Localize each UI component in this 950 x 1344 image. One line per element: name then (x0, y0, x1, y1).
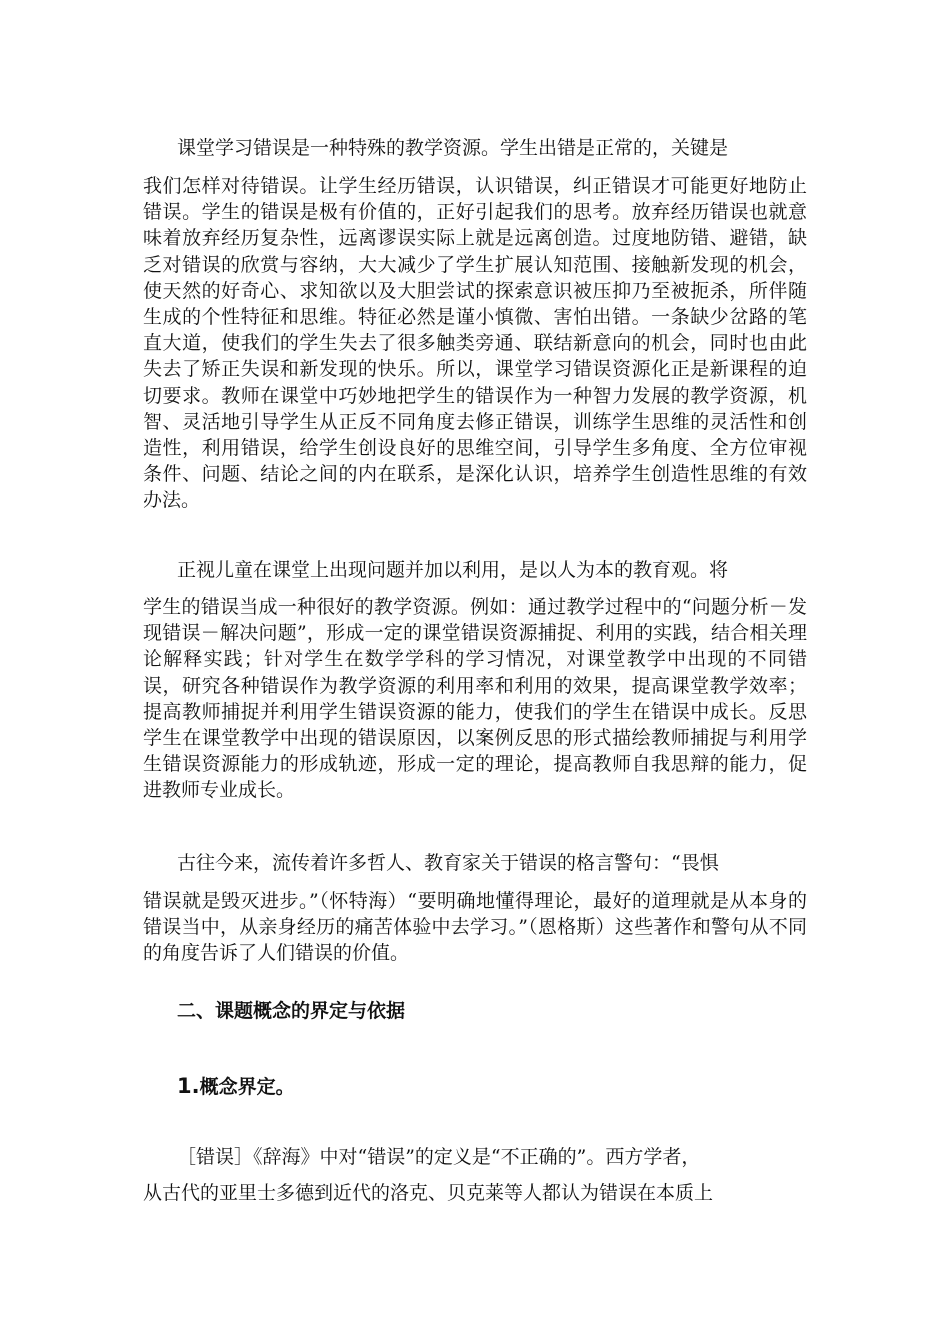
paragraph-4-body: 从古代的亚里士多德到近代的洛克、贝克莱等人都认为错误在本质上 (143, 1182, 714, 1204)
paragraph-1-first-line: 课堂学习错误是一种特殊的教学资源。学生出错是正常的，关键是 (177, 137, 729, 159)
subsection-heading (177, 1072, 295, 1101)
subsection-title: 概念界定。 (199, 1076, 295, 1098)
paragraph-3-first-line: 古往今来，流传着许多哲人、教育家关于错误的格言警句：“畏惧 (177, 852, 719, 874)
section-heading: 二、课题概念的界定与依据 (177, 1000, 406, 1022)
subsection-number: 1. (177, 1074, 200, 1098)
paragraph-2-body: 学生的错误当成一种很好的教学资源。例如：通过教学过程中的“问题分析－发现错误－解决问题”，形成一定的课堂错误资源捕捉、利用的实践，结合相关理论解释实践；针对学生在数学学科的学习情况，对课堂教学中出现的不同错误，研究各种错误作为教学资源的利用率和利用的效果，提高课堂教学效率；提高教师捕捉并利用学生错误资源的能力，使我们的学生在错误中成长。反思学生在课堂教学中出现的错误原因，以案例反思的形式描绘教师捕捉与利用学生错误资源能力的形成轨迹，形成一定的理论，提高教师自我思辩的能力，促进教师专业成长。 (143, 596, 807, 802)
paragraph-3-body: 错误就是毁灭进步。”（怀特海）“要明确地懂得理论，最好的道理就是从本身的错误当中，从亲身经历的痛苦体验中去学习。”（恩格斯）这些著作和警句从不同的角度告诉了人们错误的价值。 (143, 890, 807, 965)
paragraph-1-body: 我们怎样对待错误。让学生经历错误，认识错误，纠正错误才可能更好地防止错误。学生的错误是极有价值的，正好引起我们的思考。放弃经历错误也就意味着放弃经历复杂性，远离谬误实际上就是远离创造。过度地防错、避错，缺乏对错误的欣赏与容纳，大大减少了学生扩展认知范围、接触新发现的机会，使天然的好奇心、求知欲以及大胆尝试的探索意识被压抑乃至被扼杀，所伴随生成的个性特征和思维。特征必然是谨小慎微、害怕出错。一条缺少岔路的笔直大道，使我们的学生失去了很多触类旁通、联结新意向的机会，同时也由此失去了矫正失误和新发现的快乐。所以，课堂学习错误资源化正是新课程的迫切要求。教师在课堂中巧妙地把学生的错误作为一种智力发展的教学资源，机智、灵活地引导学生从正反不同角度去修正错误，训练学生思维的灵活性和创造性，利用错误，给学生创设良好的思维空间，引导学生多角度、全方位审视条件、问题、结论之间的内在联系，是深化认识，培养学生创造性思维的有效办法。 (143, 175, 807, 512)
paragraph-4-first-line: ［错误］《辞海》中对“错误”的定义是“不正确的”。西方学者， (177, 1146, 701, 1168)
paragraph-2-first-line: 正视儿童在课堂上出现问题并加以利用，是以人为本的教育观。将 (177, 559, 729, 581)
